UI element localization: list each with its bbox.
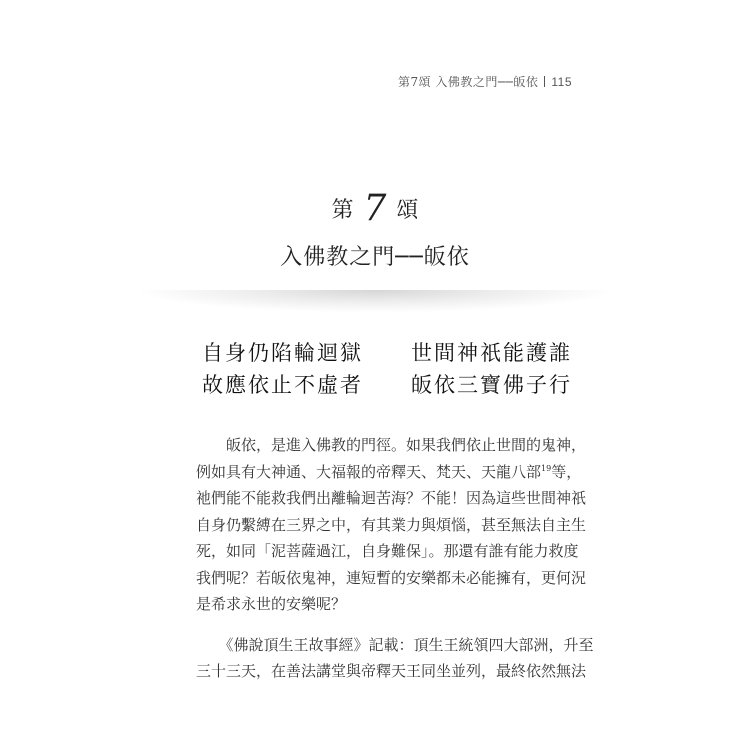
verse-line-right: 世間神祇能護誰: [411, 341, 572, 365]
header-separator: [544, 76, 545, 87]
verse-line: [202, 338, 572, 368]
chapter-suffix: 頌: [396, 198, 419, 223]
paragraph-line: 是希求永世的安樂呢？: [196, 595, 347, 613]
body-text: [196, 432, 594, 685]
paragraph-text: 例如具有大神通、大福報的帝釋天、梵天、天龍八部: [196, 462, 542, 481]
title-divider: [140, 290, 610, 312]
verse-line-left: 自身仍陷輪迴獄: [202, 341, 363, 365]
paragraph-line: 三十三天，在善法講堂與帝釋天王同坐並列，最終依然無法: [196, 662, 587, 680]
paragraph-line: [196, 459, 582, 486]
running-title: 第7頌 入佛教之門──皈依: [397, 75, 539, 89]
page-number: 115: [551, 75, 572, 89]
chapter-title: 入佛教之門──皈依: [280, 245, 470, 270]
paragraph-text: 等，: [551, 462, 582, 481]
footnote-marker: 19: [541, 463, 552, 473]
verse-line-right: 皈依三寶佛子行: [411, 373, 572, 397]
paragraph-gap: [196, 618, 576, 632]
verse-line-left: 故應依止不虛者: [202, 373, 363, 397]
paragraph-line: 《佛說頂生王故事經》記載：頂生王統領四大部洲，升至: [196, 635, 594, 654]
chapter-prefix: 第: [331, 198, 354, 223]
verse-line: [202, 370, 572, 400]
paragraph-line: 祂們能不能救我們出離輪迴苦海？不能！因為這些世間神祇: [196, 489, 587, 507]
paragraph-line: 自身仍繫縛在三界之中，有其業力與煩惱，甚至無法自主生: [196, 515, 587, 534]
paragraph-line: 我們呢？若皈依鬼神，連短暫的安樂都未必能擁有，更何況: [196, 568, 587, 587]
paragraph-line: 皈依，是進入佛教的門徑。如果我們依止世間的鬼神，: [196, 436, 587, 454]
paragraph-line: 死，如同「泥菩薩過江，自身難保」。那還有誰有能力救度: [196, 542, 579, 560]
running-header: [398, 73, 572, 90]
verse-block: [202, 338, 572, 402]
chapter-number: 7: [363, 188, 387, 229]
chapter-heading: [0, 188, 750, 229]
